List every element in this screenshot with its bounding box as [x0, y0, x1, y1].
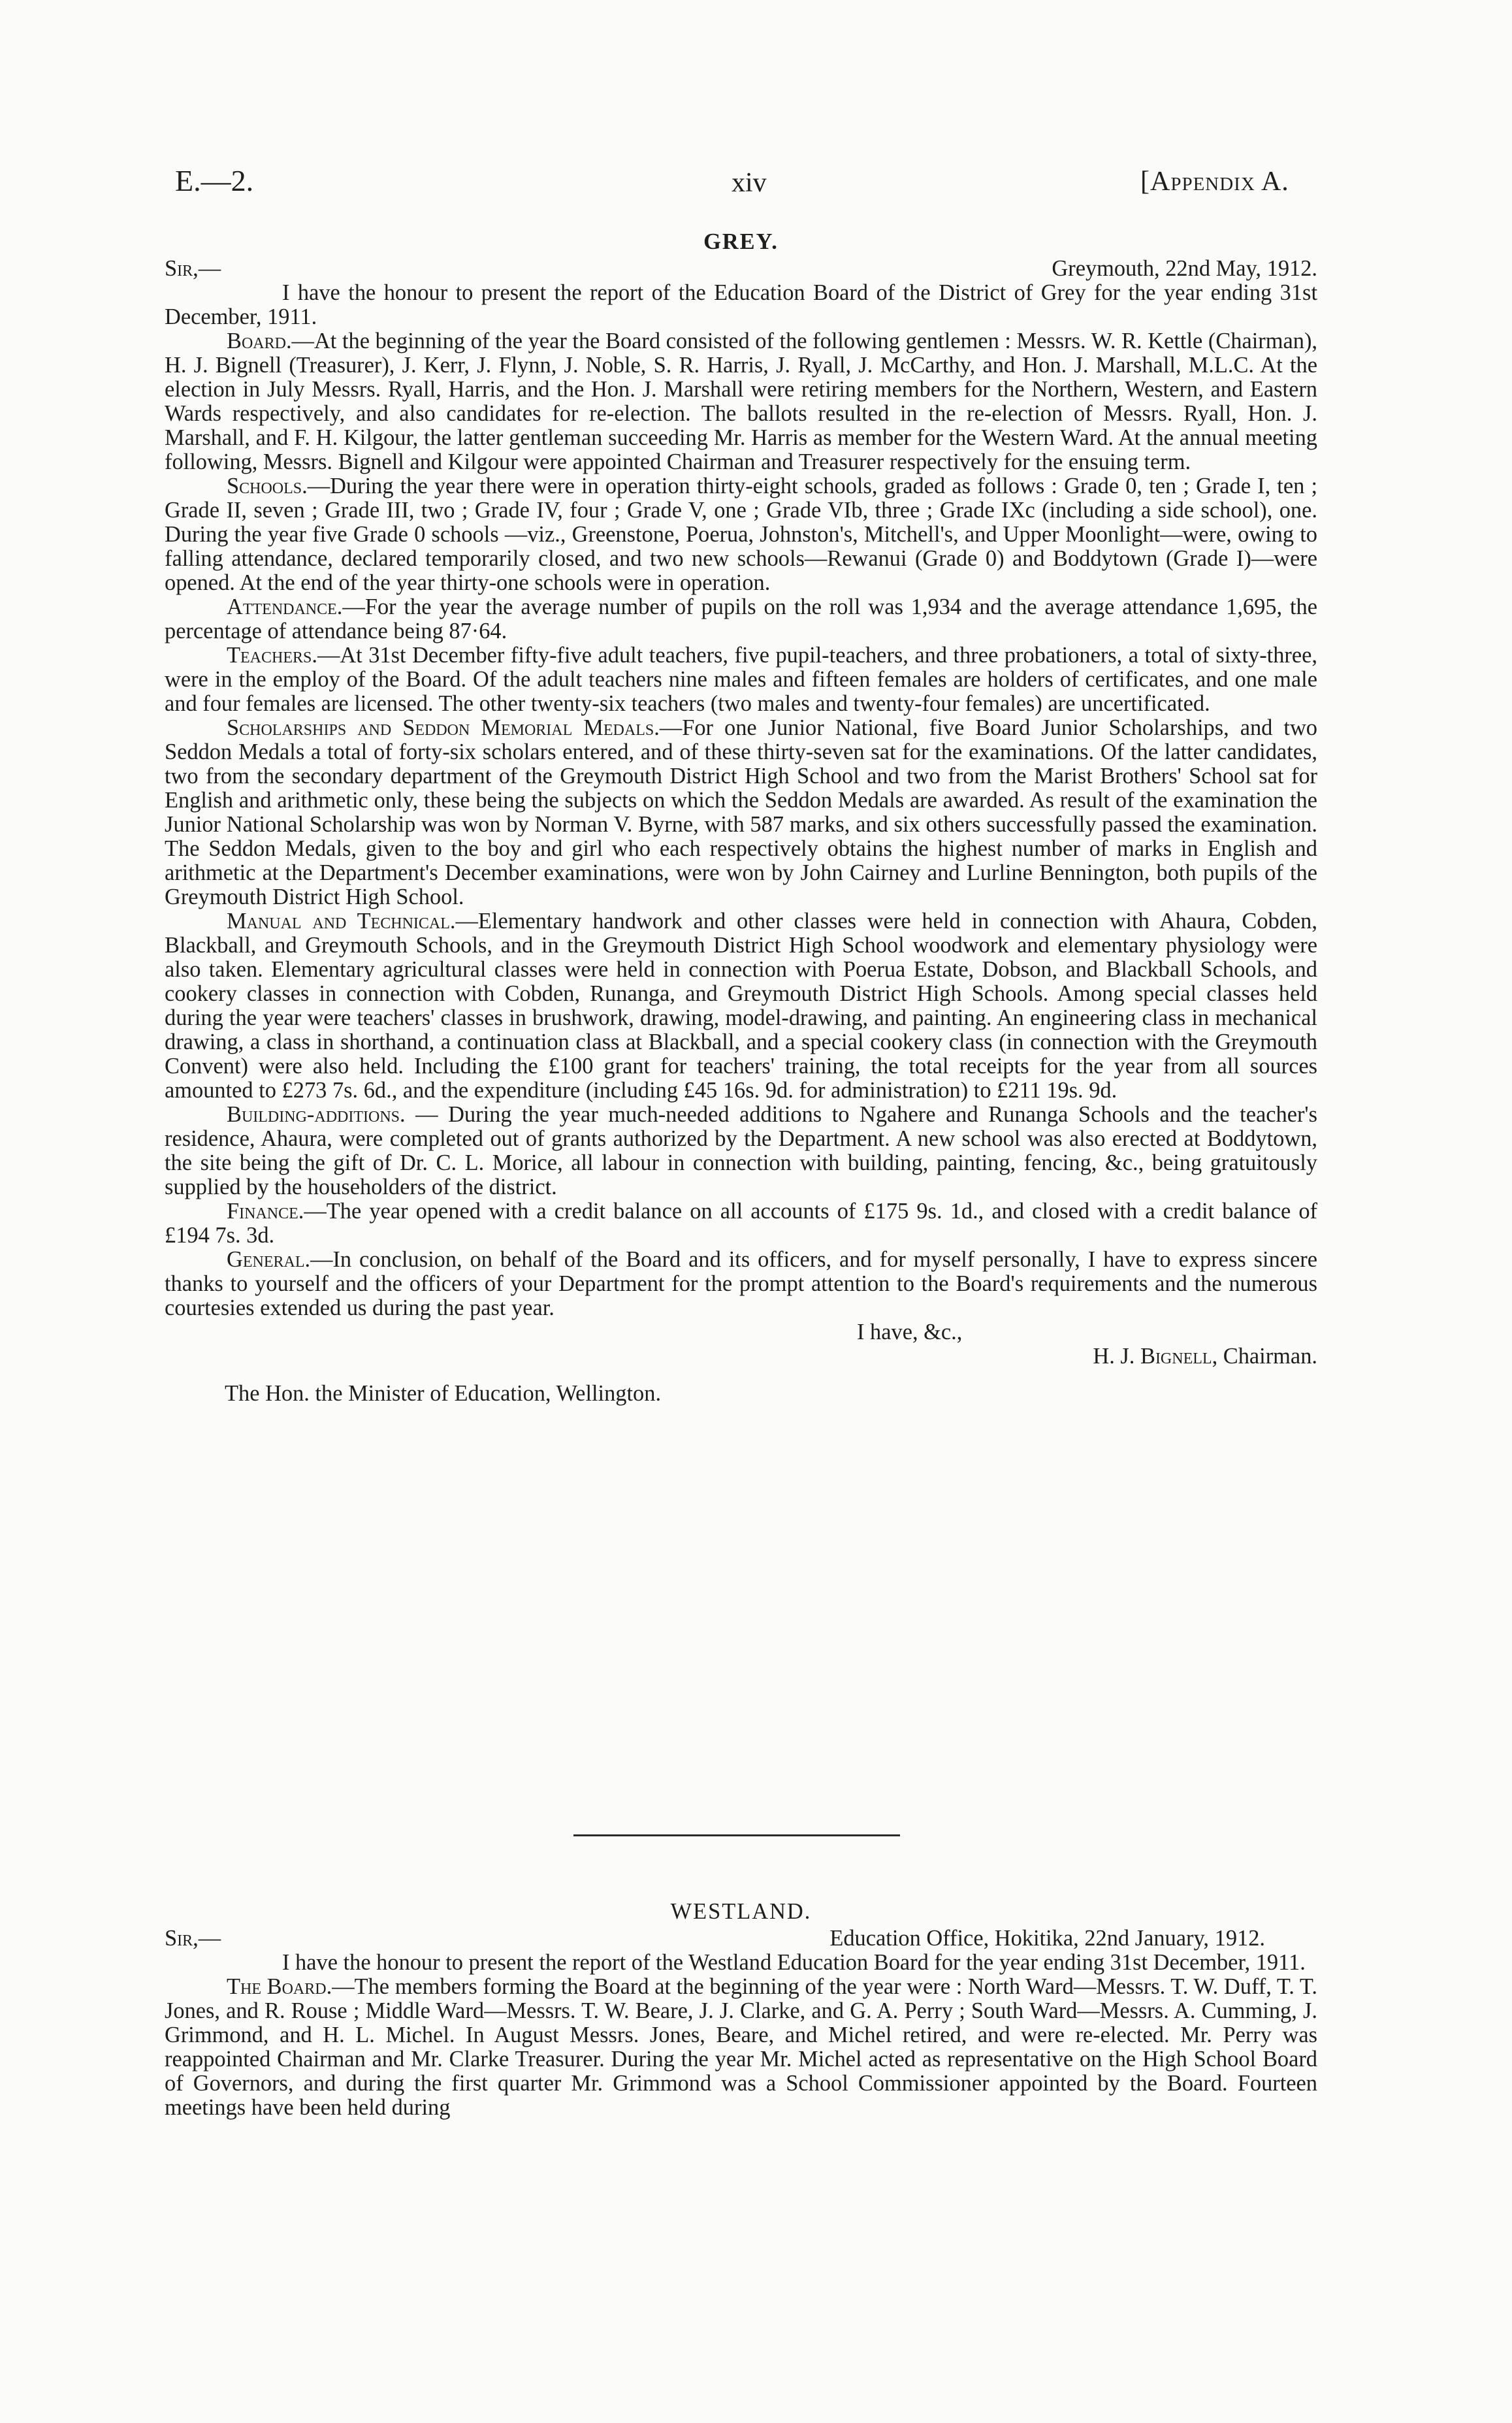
page-header [0, 163, 1512, 203]
grey-closing: I have, &c., [857, 1320, 963, 1344]
westland-title: WESTLAND. [670, 1899, 812, 1924]
grey-schools-paragraph [165, 474, 1317, 595]
grey-general-paragraph [165, 1248, 1317, 1320]
appendix-label: [Appendix A. [1140, 167, 1289, 197]
grey-addressee: The Hon. the Minister of Education, Wellington. [225, 1381, 662, 1406]
westland-intro: I have the honour to present the report of the Westland Education Board for the year ending 31st December, 1911. [282, 1950, 1306, 1975]
grey-board-paragraph [165, 329, 1317, 474]
document-code: E.—2. [175, 164, 254, 197]
grey-intro: I have the honour to present the report of the Education Board of the District of Grey for the year ending 31st December, 1911. [165, 280, 1317, 329]
grey-schools-text: —During the year there were in operation thirty-eight schools, graded as follows : Grade 0, ten ; Grade I, ten ; Grade II, seven ; Grade III, two ; Grade IV, four ; Grade V, one ; Grade VIb, three ; Grade IXc (including a side school), one. During the year five Grade 0 schools —viz., Greenstone, Poerua, Johnston's, Mitchell's, and Upper Moonlight—were, owing to falling attendance, declared temporarily closed, and two new schools—Rewanui (Grade 0) and Boddytown (Grade I)—were opened. At the end of the year thirty-one schools were in operation. [165, 474, 1317, 595]
grey-teachers-text: —At 31st December fifty-five adult teachers, five pupil-teachers, and three probationers, a total of sixty-three, were in the employ of the Board. Of the adult teachers nine males and fifteen females are holders of certificates, and one male and four females are licensed. The other twenty-six teachers (two males and twenty-four females) are uncertificated. [165, 643, 1317, 716]
grey-schools-label: Schools. [227, 474, 308, 498]
grey-attendance-paragraph [165, 595, 1317, 643]
grey-scholarships-label: Scholarships and Seddon Memorial Medals. [227, 715, 660, 740]
grey-salutation-line [165, 257, 1317, 281]
grey-building-text: — During the year much-needed additions to Ngahere and Runanga Schools and the teacher's residence, Ahaura, were completed out of grants authorized by the Department. A new school was also erected at Boddytown, the site being the gift of Dr. C. L. Morice, all labour in connection with building, painting, fencing, &c., being gratuitously supplied by the householders of the district. [165, 1102, 1317, 1199]
westland-board-label: The Board. [227, 1974, 332, 1999]
grey-building-label: Building-additions. [227, 1102, 406, 1127]
grey-teachers-paragraph [165, 643, 1317, 716]
westland-salutation: Sir,— [165, 1926, 221, 1951]
grey-salutation: Sir,— [165, 256, 221, 281]
westland-place-date: Education Office, Hokitika, 22nd January, 1912. [829, 1926, 1265, 1951]
grey-scholarships-text: —For one Junior National, five Board Junior Scholarships, and two Seddon Medals a total of forty-six scholars entered, and of these thirty-seven sat for the examinations. Of the latter candidates, two from the secondary department of the Greymouth District High School and two from the Marist Brothers' School sat for English and arithmetic only, these being the subjects on which the Seddon Medals are awarded. As result of the examination the Junior National Scholarship was won by Norman V. Byrne, with 587 marks, and six others successfully passed the examination. The Seddon Medals, given to the boy and girl who each respectively obtains the highest number of marks in English and arithmetic at the Department's December examinations, were won by John Cairney and Lurline Bennington, both pupils of the Greymouth District High School. [165, 715, 1317, 909]
grey-board-text: —At the beginning of the year the Board consisted of the following gentlemen : Messrs. W. R. Kettle (Chairman), H. J. Bignell (Treasurer), J. Kerr, J. Flynn, J. Noble, S. R. Harris, J. Ryall, J. McCarthy, and Hon. J. Marshall, M.L.C. At the election in July Messrs. Ryall, Harris, and the Hon. J. Marshall were retiring members for the Northern, Western, and Eastern Wards respectively, and also candidates for re-election. The ballots resulted in the re-election of Messrs. Ryall, Hon. J. Marshall, and F. H. Kilgour, the latter gentleman succeeding Mr. Harris as member for the Western Ward. At the annual meeting following, Messrs. Bignell and Kilgour were appointed Chairman and Treasurer respectively for the ensuing term. [165, 329, 1317, 474]
westland-board-text: —The members forming the Board at the beginning of the year were : North Ward—Messrs. T. W. Duff, T. T. Jones, and R. Rouse ; Middle Ward—Messrs. T. W. Beare, J. J. Clarke, and G. A. Perry ; South Ward—Messrs. A. Cumming, J. Grimmond, and H. L. Michel. In August Messrs. Jones, Beare, and Michel retired, and were re-elected. Mr. Perry was reappointed Chairman and Mr. Clarke Treasurer. During the year Mr. Michel acted as representative on the High School Board of Governors, and during the first quarter Mr. Grimmond was a School Commissioner appointed by the Board. Fourteen meetings have been held during [165, 1974, 1317, 2120]
grey-general-text: —In conclusion, on behalf of the Board and its officers, and for myself personally, I have to express sincere thanks to yourself and the officers of your Department for the prompt attention to the Board's requirements and the numerous courtesies extended us during the past year. [165, 1247, 1317, 1320]
grey-general-label: General. [227, 1247, 311, 1272]
grey-attendance-text: —For the year the average number of pupils on the roll was 1,934 and the average attendance 1,695, the percentage of attendance being 87·64. [165, 594, 1317, 643]
grey-finance-paragraph [165, 1199, 1317, 1248]
grey-manual-paragraph [165, 909, 1317, 1103]
grey-report [165, 230, 1317, 1406]
grey-signature-title: , Chairman. [1212, 1344, 1317, 1369]
grey-title: GREY. [703, 229, 779, 254]
grey-attendance-label: Attendance. [227, 594, 343, 619]
page-number: xiv [732, 168, 767, 198]
grey-signature [165, 1344, 1317, 1369]
grey-finance-label: Finance. [227, 1199, 304, 1224]
westland-report [165, 1900, 1317, 2120]
grey-place-date: Greymouth, 22nd May, 1912. [1052, 256, 1317, 281]
grey-manual-label: Manual and Technical. [227, 909, 456, 934]
section-divider [573, 1834, 900, 1836]
grey-scholarships-paragraph [165, 716, 1317, 909]
westland-salutation-line [165, 1927, 1317, 1951]
grey-building-paragraph [165, 1103, 1317, 1199]
grey-finance-text: —The year opened with a credit balance on all accounts of £175 9s. 1d., and closed with a credit balance of £194 7s. 3d. [165, 1199, 1317, 1248]
westland-board-paragraph [165, 1975, 1317, 2120]
grey-manual-text: —Elementary handwork and other classes were held in connection with Ahaura, Cobden, Blackball, and Greymouth Schools, and in the Greymouth District High School woodwork and elementary physiology were also taken. Elementary agricultural classes were held in connection with Poerua Estate, Dobson, and Blackball Schools, and cookery classes in connection with Cobden, Runanga, and Greymouth District High Schools. Among special classes held during the year were teachers' classes in brushwork, drawing, model-drawing, and painting. An engineering class in mechanical drawing, a class in shorthand, a continuation class at Blackball, and a special cookery class (in connection with the Greymouth Convent) were also held. Including the £100 grant for teachers' training, the total receipts for the year from all sources amounted to £273 7s. 6d., and the expenditure (including £45 16s. 9d. for administration) to £211 19s. 9d. [165, 909, 1317, 1103]
grey-signature-name: H. J. Bignell [1093, 1344, 1212, 1369]
grey-board-label: Board. [227, 329, 292, 353]
grey-teachers-label: Teachers. [227, 643, 317, 668]
